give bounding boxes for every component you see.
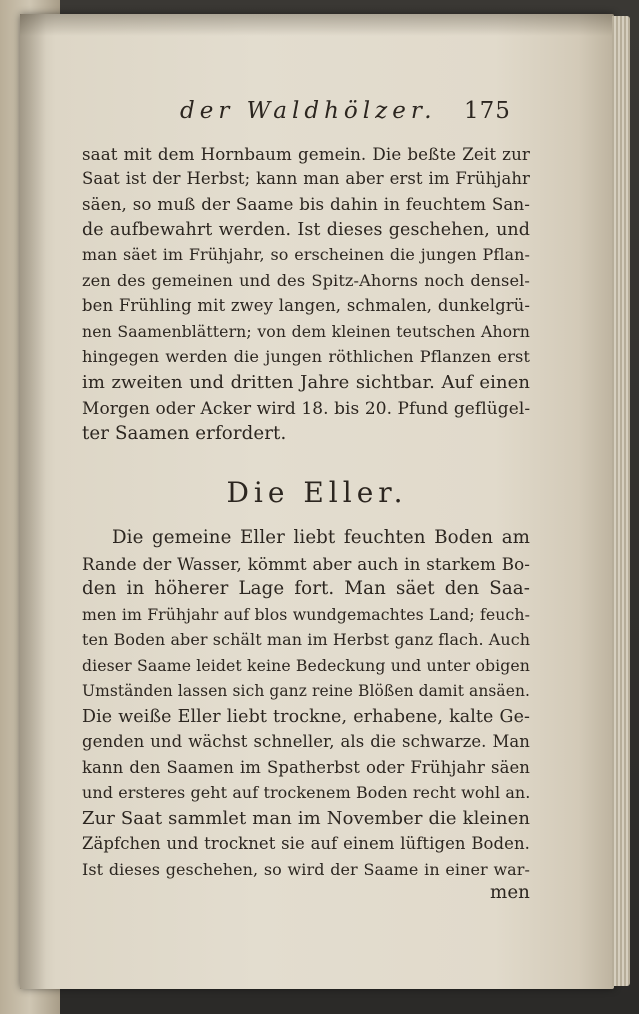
text-line: men im Frühjahr auf blos wundgemachtes Land; feuch- xyxy=(82,605,530,624)
text-line: ben Frühling mit zwey langen, schmalen, dunkelgrü- xyxy=(82,296,530,315)
page-number: 175 xyxy=(464,98,511,124)
text-line: Zur Saat sammlet man im November die kleinen xyxy=(82,808,530,829)
running-head: der Waldhölzer. xyxy=(180,98,437,124)
text-line: ten Boden aber schält man im Herbst ganz flach. Auch xyxy=(82,630,531,649)
text-line: Die gemeine Eller liebt feuchten Boden am xyxy=(112,527,530,548)
text-line: genden und wächst schneller, als die schwarze. Man xyxy=(82,732,530,751)
page-stack-edges xyxy=(612,16,630,986)
text-line: hingegen werden die jungen röthlichen Pflanzen erst xyxy=(82,347,530,366)
text-line: kann den Saamen im Spatherbst oder Frühjahr säen xyxy=(82,758,530,777)
text-line: de aufbewahrt werden. Ist dieses geschehen, und xyxy=(82,220,530,240)
page-top-shadow xyxy=(20,14,614,36)
text-line: säen, so muß der Saame bis dahin in feuchtem San- xyxy=(82,194,530,214)
text-line: dieser Saame leidet keine Bedeckung und unter obigen xyxy=(82,656,530,675)
text-line: Morgen oder Acker wird 18. bis 20. Pfund geflügel- xyxy=(82,398,531,418)
catchword: men xyxy=(489,882,530,903)
text-line: zen des gemeinen und des Spitz-Ahorns noch densel- xyxy=(82,271,530,290)
text-line: Rande der Wasser, kömmt aber auch in starkem Bo- xyxy=(82,554,530,574)
text-line: saat mit dem Hornbaum gemein. Die beßte Zeit zur xyxy=(82,144,530,164)
text-line: man säet im Frühjahr, so erscheinen die jungen Pflan- xyxy=(82,245,530,264)
text-line: nen Saamenblättern; von dem kleinen teutschen Ahorn xyxy=(82,322,530,341)
text-line: Saat ist der Herbst; kann man aber erst im Frühjahr xyxy=(82,169,530,188)
text-line: im zweiten und dritten Jahre sichtbar. Auf einen xyxy=(82,372,530,393)
text-line: ter Saamen erfordert. xyxy=(82,423,287,444)
section-heading: Die Eller. xyxy=(226,476,408,509)
text-line: Ist dieses geschehen, so wird der Saame in einer war- xyxy=(82,860,530,879)
text-line: Die weiße Eller liebt trockne, erhabene, kalte Ge- xyxy=(82,707,530,727)
text-line: Zäpfchen und trocknet sie auf einem lüftigen Boden. xyxy=(82,834,530,853)
text-line: Umständen lassen sich ganz reine Blößen damit ansäen. xyxy=(82,682,530,700)
book-page xyxy=(20,14,614,989)
text-line: und ersteres geht auf trockenem Boden recht wohl an. xyxy=(82,783,531,802)
text-line: den in höherer Lage fort. Man säet den Saa- xyxy=(82,578,530,599)
